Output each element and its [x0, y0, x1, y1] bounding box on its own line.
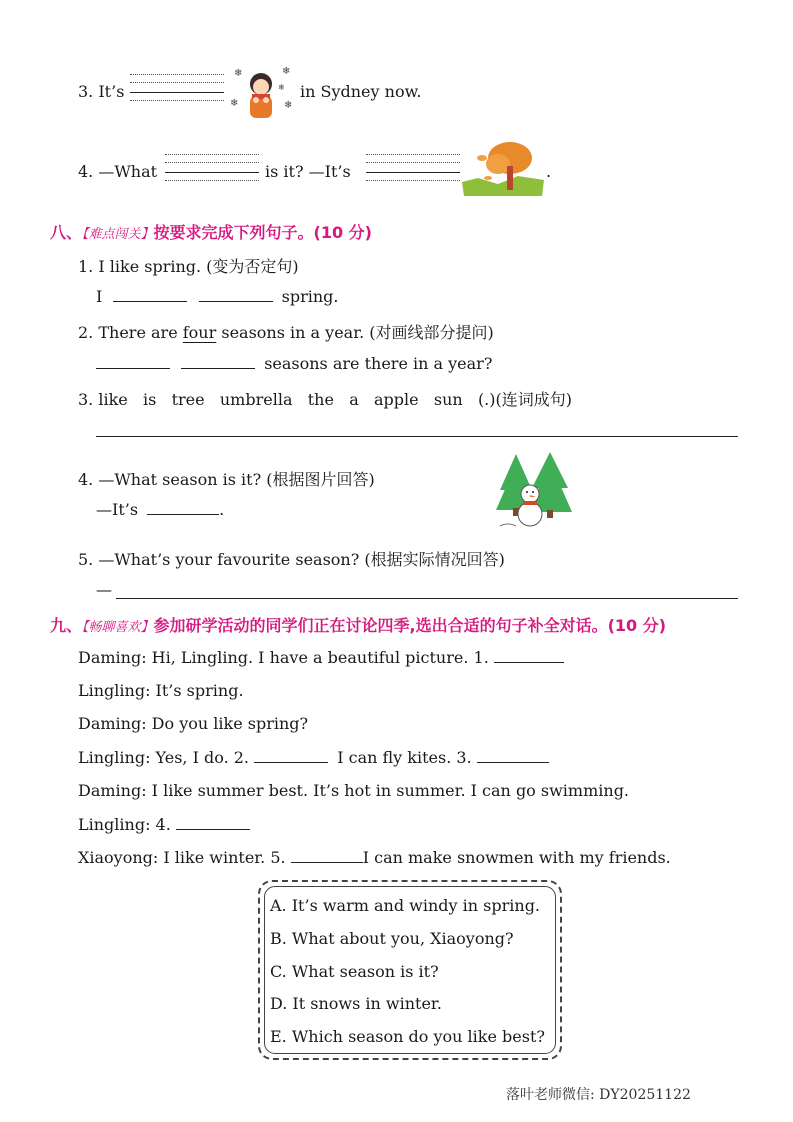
q8-5-answer-line[interactable] [116, 598, 738, 599]
svg-text:❄: ❄ [234, 68, 243, 79]
footer-text: 落叶老师微信: DY20251122 [506, 1087, 691, 1103]
q7-4-mid: is it? —It’s [265, 162, 351, 181]
q8-4-answer [96, 500, 224, 519]
q8-2 [78, 320, 494, 343]
q7-4-pre: —What [98, 162, 158, 181]
dialog-line-7-text-a: Xiaoyong: I like winter. 5. [78, 848, 286, 867]
dialog-line-4 [78, 748, 549, 767]
option-d: D. It snows in winter. [270, 994, 442, 1013]
dialog-line-3: Daming: Do you like spring? [78, 714, 309, 733]
q8-5-ans-pre: — [96, 580, 112, 599]
part9-header [50, 613, 666, 636]
svg-text:❄: ❄ [282, 66, 291, 77]
svg-text:❄: ❄ [284, 100, 293, 111]
q8-4-ans-post: . [219, 500, 225, 519]
q7-4-num: 4. [78, 162, 94, 181]
q7-3-four-line-blank[interactable] [130, 72, 224, 106]
dialog-blank-2[interactable] [254, 748, 328, 763]
dialog-line-7 [78, 848, 671, 867]
q7-4-four-line-blank-2[interactable] [366, 152, 460, 186]
dialog-line-7-text-b: I can make snowmen with my friends. [362, 848, 671, 867]
q8-1-ans-post: spring. [281, 287, 339, 306]
q8-2-underlined: four [182, 323, 217, 342]
option-e: E. Which season do you like best? [270, 1027, 545, 1046]
part9-header-tag: 【畅聊喜欢】 [82, 620, 154, 635]
q8-2-answer [96, 354, 492, 373]
option-a: A. It’s warm and windy in spring. [270, 896, 541, 915]
dialog-blank-4[interactable] [176, 815, 250, 830]
svg-text:❄: ❄ [278, 83, 285, 92]
q8-2-blank-2[interactable] [181, 354, 255, 369]
part8-header-tag: 【难点闯关】 [82, 227, 154, 242]
dialog-line-6 [78, 815, 250, 834]
part9-header-text: 参加研学活动的同学们正在讨论四季,选出合适的句子补全对话。(10 分) [153, 616, 667, 635]
q8-4: 4. —What season is it? (根据图片回答) [78, 470, 375, 489]
part9-header-num: 九、 [50, 616, 83, 635]
part8-header-num: 八、 [50, 223, 83, 242]
q8-2-post: seasons in a year. (对画线部分提问) [216, 323, 494, 342]
girl-cold-icon [226, 62, 296, 124]
option-b: B. What about you, Xiaoyong? [270, 929, 514, 948]
dialog-line-2: Lingling: It’s spring. [78, 681, 244, 700]
dialog-line-6-text: Lingling: 4. [78, 815, 171, 834]
svg-text:❄: ❄ [230, 98, 239, 109]
q7-3-pre: It’s [98, 82, 125, 101]
q8-4-blank[interactable] [147, 500, 219, 515]
q8-1-blank-1[interactable] [113, 287, 187, 302]
q7-4-four-line-blank-1[interactable] [165, 152, 259, 186]
part8-header-text: 按要求完成下列句子。(10 分) [153, 223, 372, 242]
dialog-line-4-text-b: I can fly kites. 3. [337, 748, 472, 767]
q8-3-answer-line[interactable] [96, 436, 738, 437]
snowman-trees-icon [494, 450, 576, 532]
q8-1-answer [96, 287, 338, 306]
dialog-line-4-text-a: Lingling: Yes, I do. 2. [78, 748, 250, 767]
dialog-blank-5[interactable] [291, 848, 363, 863]
q8-1: 1. I like spring. (变为否定句) [78, 257, 299, 276]
dialog-blank-1[interactable] [494, 648, 564, 663]
dialog-line-1 [78, 648, 564, 667]
q8-2-ans-post: seasons are there in a year? [264, 354, 493, 373]
autumn-tree-icon [458, 138, 548, 200]
q8-2-pre: 2. There are [78, 323, 183, 342]
q7-3 [78, 82, 124, 101]
dialog-line-5: Daming: I like summer best. It’s hot in summer. I can go swimming. [78, 781, 630, 800]
part8-header [50, 220, 372, 243]
dialog-blank-3[interactable] [477, 748, 549, 763]
q7-4 [78, 162, 157, 181]
dialog-line-1-text: Daming: Hi, Lingling. I have a beautiful picture. 1. [78, 648, 489, 667]
q8-3: 3. like is tree umbrella the a apple sun (.)(连词成句) [78, 390, 572, 409]
option-c: C. What season is it? [270, 962, 439, 981]
q8-4-ans-pre: —It’s [96, 500, 139, 519]
q7-3-num: 3. [78, 82, 94, 101]
q8-5: 5. —What’s your favourite season? (根据实际情况回答) [78, 550, 505, 569]
q8-2-blank-1[interactable] [96, 354, 170, 369]
q8-1-ans-pre: I [96, 287, 103, 306]
q7-4-post: . [546, 162, 552, 181]
q8-1-blank-2[interactable] [199, 287, 273, 302]
q7-3-post: in Sydney now. [300, 82, 422, 101]
